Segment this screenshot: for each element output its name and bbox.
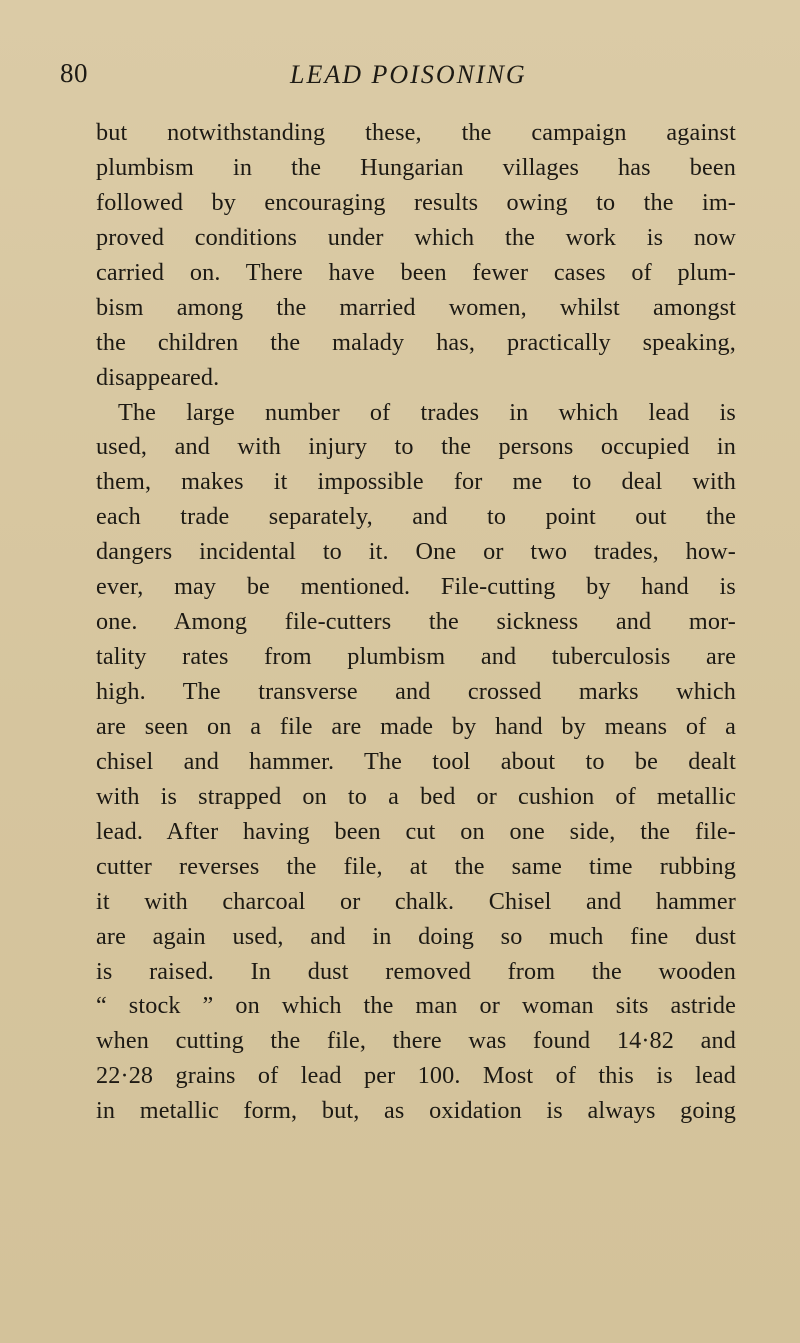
text-line: tality rates from plumbism and tuberculosis are	[96, 643, 736, 671]
text-line: “ stock ” on which the man or woman sits astride	[96, 992, 736, 1020]
text-line: 22·28 grains of lead per 100. Most of this is lead	[96, 1062, 736, 1090]
text-line: are again used, and in doing so much fine dust	[96, 922, 736, 950]
text-line: bism among the married women, whilst amongst	[96, 293, 736, 321]
text-line: when cutting the file, there was found 14·82 and	[96, 1027, 736, 1055]
text-line: one. Among file-cutters the sickness and mor-	[96, 608, 736, 636]
text-line: is raised. In dust removed from the wooden	[96, 957, 736, 985]
text-line: the children the malady has, practically speaking,	[96, 328, 736, 356]
text-line: in metallic form, but, as oxidation is always going	[96, 1097, 736, 1125]
text-line: lead. After having been cut on one side, the file-	[96, 817, 736, 845]
text-line: carried on. There have been fewer cases of plum-	[96, 258, 736, 286]
text-line: cutter reverses the file, at the same time rubbing	[96, 852, 736, 880]
text-line: them, makes it impossible for me to deal with	[96, 468, 736, 496]
text-line: disappeared.	[96, 363, 220, 391]
text-line: with is strapped on to a bed or cushion of metallic	[96, 782, 736, 810]
text-line: it with charcoal or chalk. Chisel and hammer	[96, 887, 736, 915]
text-line: each trade separately, and to point out the	[96, 503, 736, 531]
text-line: but notwithstanding these, the campaign against	[96, 119, 736, 146]
text-line: high. The transverse and crossed marks which	[96, 678, 736, 705]
body-text	[96, 116, 736, 1129]
text-line: chisel and hammer. The tool about to be dealt	[96, 747, 736, 775]
text-line: plumbism in the Hungarian villages has been	[96, 153, 736, 181]
text-line: ever, may be mentioned. File-cutting by hand is	[96, 573, 736, 601]
text-line: followed by encouraging results owing to the im-	[96, 188, 736, 216]
running-head: LEAD POISONING	[290, 60, 527, 89]
text-line: used, and with injury to the persons occupied in	[96, 433, 736, 461]
page-number: 80	[60, 58, 88, 88]
text-line: proved conditions under which the work is now	[96, 223, 736, 251]
text-line: are seen on a file are made by hand by means of a	[96, 712, 736, 740]
page-header	[60, 58, 760, 98]
text-line: dangers incidental to it. One or two trades, how-	[96, 538, 736, 566]
text-line: The large number of trades in which lead is	[118, 398, 736, 426]
